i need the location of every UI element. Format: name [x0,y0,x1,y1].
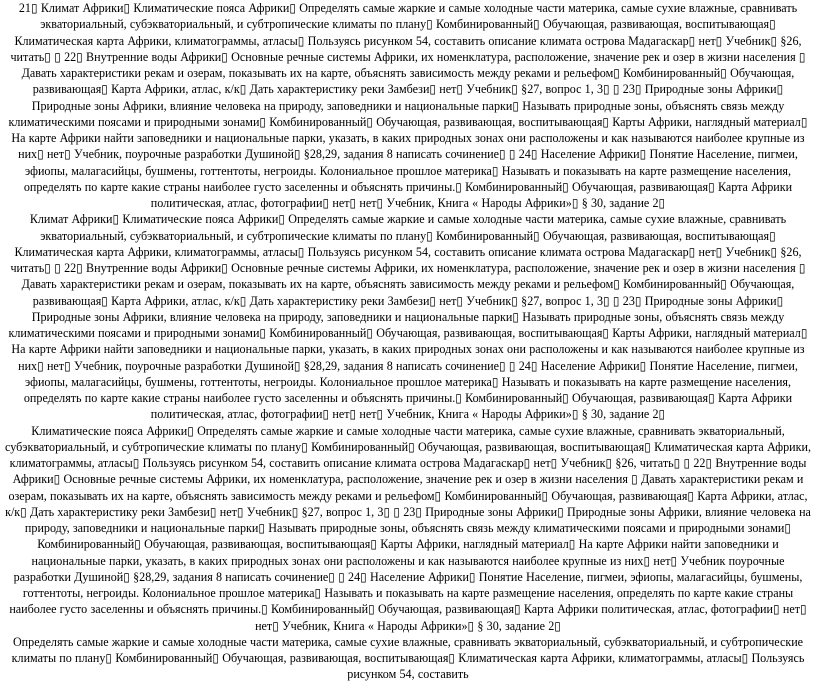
lesson-plan-paragraph-2: Климат Африки▯ Климатические пояса Африки▯ Определять самые жаркие и самые холодные части материка, самые сухие влажные, сравнивать экваториальный, субэкваториальный, и субтропические климаты по плану▯ Комбинированный▯ Обучающая, развивающая, воспитывающая▯ Климатическая карта Африки, климатограммы, атласы▯ Пользуясь рисунком 54, составить описание климата острова Мадагаскар▯ нет▯ Учебник▯ §26, читать▯ ▯ 22▯ Внутренние воды Африки▯ Основные речные системы Африки, их номенклатура, расположение, значение рек и озер в жизни населения ▯ Давать характеристики рекам и озерам, показывать их на карте, объяснять зависимость между реками и рельефом▯ Комбинированный▯ Обучающая, развивающая▯ Карта Африки, атлас, к/к▯ Дать характеристику реки Замбези▯ нет▯ Учебник▯ §27, вопрос 1, 3▯ ▯ 23▯ Природные зоны Африки▯ Природные зоны Африки, влияние человека на природу, заповедники и национальные парки▯ Называть природные зоны, объяснять связь между климатическими поясами и природными зонами▯ Комбинированный▯ Обучающая, развивающая, воспитывающая▯ Карты Африки, наглядный материал▯ На карте Африки найти заповедники и национальные парки, указать, в каких природных зонах они расположены и как называются наиболее крупные из них▯ нет▯ Учебник, поурочные разработки Душиной▯ §28,29, задания 8 написать сочинение▯ ▯ 24▯ Население Африки▯ Понятие Население, пигмеи, эфиопы, малагасийцы, бушмены, готтентоты, негроиды. Колониальное прошлое материка▯ Называть и показывать на карте размещение населения, определять по карте какие страны наиболее густо заселенны и объяснять причины.▯ Комбинированный▯ Обучающая, развивающая▯ Карта Африки политическая, атлас, фотографии▯ нет▯ нет▯ Учебник, Книга « Народы Африки»▯ § 30, задание 2▯ [8,212,808,422]
lesson-plan-paragraph-1: 21▯ Климат Африки▯ Климатические пояса Африки▯ Определять самые жаркие и самые холодные части материка, самые сухие влажные, сравнивать экваториальный, субэкваториальный, и субтропические климаты по плану▯ Комбинированный▯ Обучающая, развивающая, воспитывающая▯ Климатическая карта Африки, климатограммы, атласы▯ Пользуясь рисунком 54, составить описание климата острова Мадагаскар▯ нет▯ Учебник▯ §26, читать▯ ▯ 22▯ Внутренние воды Африки▯ Основные речные системы Африки, их номенклатура, расположение, значение рек и озер в жизни населения ▯ Давать характеристики рекам и озерам, показывать их на карте, объяснять зависимость между реками и рельефом▯ Комбинированный▯ Обучающая, развивающая▯ Карта Африки, атлас, к/к▯ Дать характеристику реки Замбези▯ нет▯ Учебник▯ §27, вопрос 1, 3▯ ▯ 23▯ Природные зоны Африки▯ Природные зоны Африки, влияние человека на природу, заповедники и национальные парки▯ Называть природные зоны, объяснять связь между климатическими поясами и природными зонами▯ Комбинированный▯ Обучающая, развивающая, воспитывающая▯ Карты Африки, наглядный материал▯ На карте Африки найти заповедники и национальные парки, указать, в каких природных зонах они расположены и как называются наиболее крупные из них▯ нет▯ Учебник, поурочные разработки Душиной▯ §28,29, задания 8 написать сочинение▯ ▯ 24▯ Население Африки▯ Понятие Население, пигмеи, эфиопы, малагасийцы, бушмены, готтентоты, негроиды. Колониальное прошлое материка▯ Называть и показывать на карте размещение населения, определять по карте какие страны наиболее густо заселенны и объяснять причины.▯ Комбинированный▯ Обучающая, развивающая▯ Карта Африки политическая, атлас, фотографии▯ нет▯ нет▯ Учебник, Книга « Народы Африки»▯ § 30, задание 2▯ [8,1,808,210]
lesson-plan-paragraph-3: Климатические пояса Африки▯ Определять самые жаркие и самые холодные части материка, самые сухие влажные, сравнивать экваториальный, субэкваториальный, и субтропические климаты по плану▯ Комбинированный▯ Обучающая, развивающая, воспитывающая▯ Климатическая карта Африки, климатограммы, атласы▯ Пользуясь рисунком 54, составить описание климата острова Мадагаскар▯ нет▯ Учебник▯ §26, читать▯ ▯ 22▯ Внутренние воды Африки▯ Основные речные системы Африки, их номенклатура, расположение, значение рек и озер в жизни населения ▯ Давать характеристики рекам и озерам, показывать их на карте, объяснять зависимость между реками и рельефом▯ Комбинированный▯ Обучающая, развивающая▯ Карта Африки, атлас, к/к▯ Дать характеристику реки Замбези▯ нет▯ Учебник▯ §27, вопрос 1, 3▯ ▯ 23▯ Природные зоны Африки▯ Природные зоны Африки, влияние человека на природу, заповедники и национальные парки▯ Называть природные зоны, объяснять связь между климатическими поясами и природными зонами▯ Комбинированный▯ Обучающая, развивающая, воспитывающая▯ Карты Африки, наглядный материал▯ На карте Африки найти заповедники и национальные парки, указать, в каких природных зонах они расположены и как называются наиболее крупные из них▯ нет▯ Учебник поурочные разработки Душиной▯ §28,29, задания 8 написать сочинение▯ ▯ 24▯ Население Африки▯ Понятие Население, пигмеи, эфиопы, малагасийцы, бушмены, готтентоты, негроиды. Колониальное прошлое материка▯ Называть и показывать на карте размещение населения, определять по карте какие страны наиболее густо заселенны и объяснять причины.▯ Комбинированный▯ Обучающая, развивающая▯ Карта Африки политическая, атлас, фотографии▯ нет▯ нет▯ Учебник, Книга « Народы Африки»▯ § 30, задание 2▯ [5,423,811,633]
lesson-plan-paragraph-4: Определять самые жаркие и самые холодные части материка, самые сухие влажные, сравнивать экваториальный, субэкваториальный, и субтропические климаты по плану▯ Комбинированный▯ Обучающая, развивающая, воспитывающая▯ Климатическая карта Африки, климатограммы, атласы▯ Пользуясь рисунком 54, составить [11,634,805,682]
